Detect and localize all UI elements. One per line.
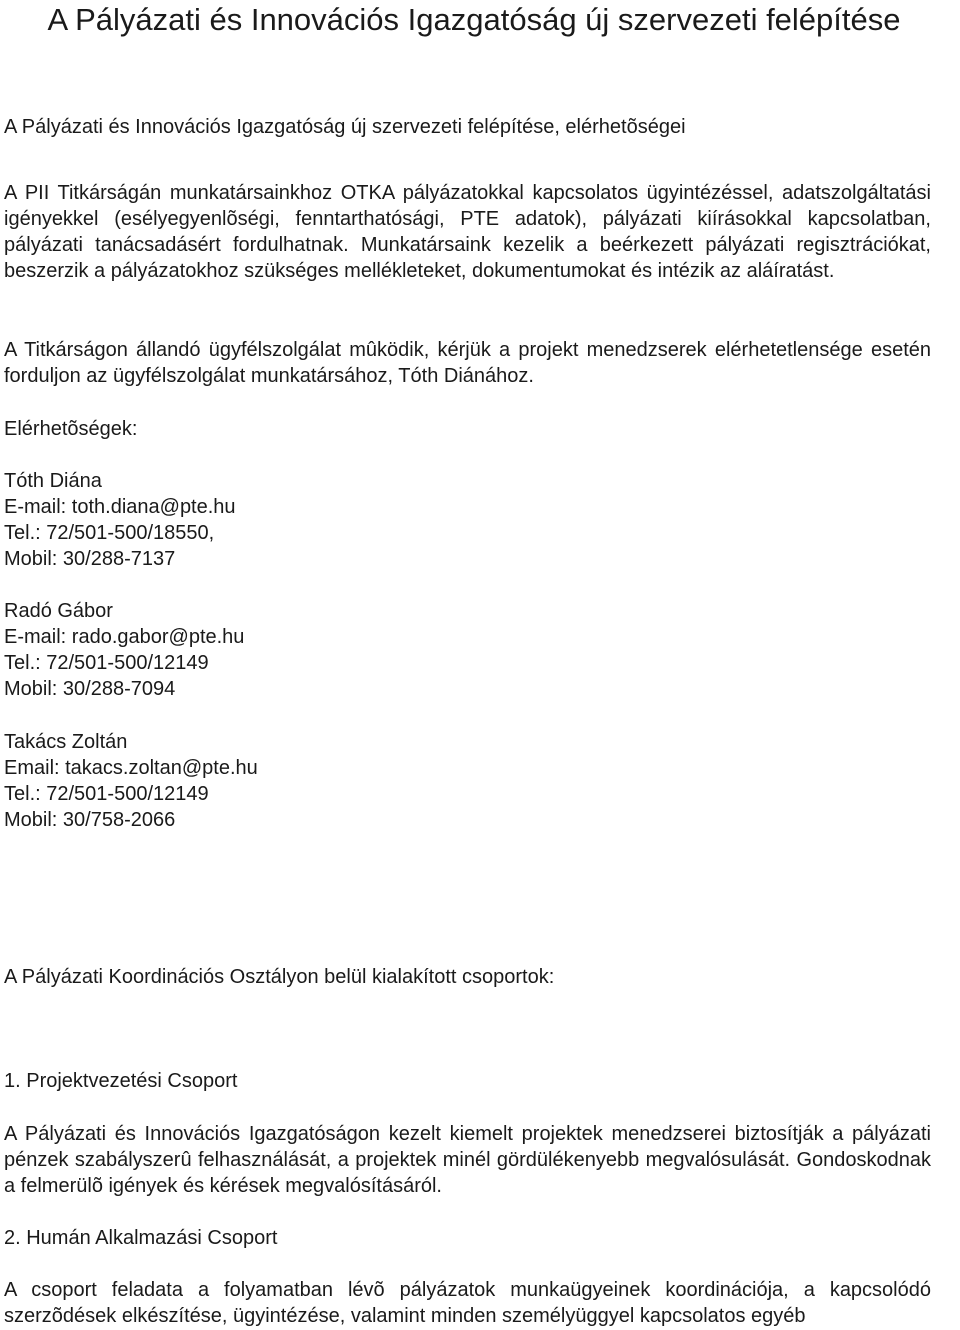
intro-paragraph: A PII Titkárságán munkatársainkhoz OTKA pályázatokkal kapcsolatos ügyintézéssel, adatszolgáltatási igényekkel (esélyegyenlõségi, fenntarthatósági, PTE adatok), pályázati kiírásokkal kapcsolatban, pályázati tanácsadásért fordulhatnak. Munkatársaink kezelik a beérkezett pályázati regisztrációkat, beszerzik a pályázatokhoz szükséges mellékleteket, dokumentumokat és intézik az aláíratást.	[4, 182, 931, 282]
contact-block	[4, 468, 931, 572]
contact-block	[4, 729, 931, 833]
contact-mobile: Mobil: 30/288-7094	[4, 678, 176, 700]
contact-email: Email: takacs.zoltan@pte.hu	[4, 757, 258, 779]
group2-heading: 2. Humán Alkalmazási Csoport	[4, 1227, 278, 1249]
contact-block	[4, 598, 931, 702]
contact-tel: Tel.: 72/501-500/12149	[4, 783, 209, 805]
contact-mobile: Mobil: 30/288-7137	[4, 548, 176, 570]
contact-name: Tóth Diána	[4, 470, 102, 492]
contacts-heading: Elérhetõségek:	[4, 418, 138, 440]
group1-heading: 1. Projektvezetési Csoport	[4, 1070, 238, 1092]
contact-tel: Tel.: 72/501-500/12149	[4, 652, 209, 674]
contact-mobile: Mobil: 30/758-2066	[4, 809, 176, 831]
contact-name: Takács Zoltán	[4, 731, 128, 753]
page-title: A Pályázati és Innovációs Igazgatóság új szervezeti felépítése	[47, 2, 901, 37]
contact-email: E-mail: toth.diana@pte.hu	[4, 496, 236, 518]
group2-text: A csoport feladata a folyamatban lévõ pályázatok munkaügyeinek koordinációja, a kapcsolódó szerzõdések elkészítése, ügyintézése, valamint minden személyüggyel kapcsolatos egyéb	[4, 1279, 931, 1327]
contact-email: E-mail: rado.gabor@pte.hu	[4, 626, 245, 648]
subtitle: A Pályázati és Innovációs Igazgatóság új szervezeti felépítése, elérhetõségei	[4, 116, 686, 138]
service-paragraph: A Titkárságon állandó ügyfélszolgálat mûködik, kérjük a projekt menedzserek elérhetetlensége esetén forduljon az ügyfélszolgálat munkatársához, Tóth Diánához.	[4, 339, 931, 387]
contact-name: Radó Gábor	[4, 600, 113, 622]
groups-heading: A Pályázati Koordinációs Osztályon belül kialakított csoportok:	[4, 966, 555, 988]
group1-text: A Pályázati és Innovációs Igazgatóságon kezelt kiemelt projektek menedzserei biztosítják a pályázati pénzek szabályszerû felhasználását, a projektek minél gördülékenyebb megvalósulását. Gondoskodnak a felmerülõ igények és kérések megvalósításáról.	[4, 1123, 931, 1197]
contact-tel: Tel.: 72/501-500/18550,	[4, 522, 215, 544]
